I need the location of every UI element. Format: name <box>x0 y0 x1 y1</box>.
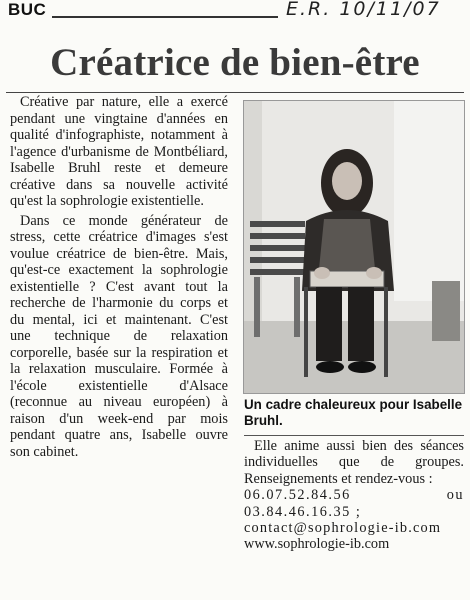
photo-caption: Un cadre chaleureux pour Isabelle Bruhl. <box>244 397 463 428</box>
header-rule <box>52 16 278 18</box>
contact-email: contact@sophrologie-ib.com <box>244 520 442 537</box>
contact-phones <box>244 487 464 503</box>
section-label: BUC <box>8 0 47 19</box>
caption-rule <box>244 435 464 436</box>
handwritten-date-note: E.R. 10/11/07 <box>286 0 441 20</box>
article-body-right-column <box>244 438 464 553</box>
article-photo <box>243 100 465 394</box>
phone-separator: ou <box>446 487 464 504</box>
article-paragraph-1: Créative par nature, elle a exercé pendant une vingtaine d'années en qualité d'infographiste, notamment à l'agence d'urbanisme de Montbéliard, Isabelle Bruhl reste et demeure créative dans sa nouvelle activité qu'est la sophrologie existentielle. <box>10 94 228 209</box>
phone-number-2: 03.84.46.16.35 ; <box>244 503 362 520</box>
article-headline: Créatrice de bien-être <box>50 41 420 84</box>
header-band <box>0 0 470 20</box>
photo-woman-seated-icon <box>244 101 464 393</box>
headline-rule <box>6 92 464 93</box>
article-body-left-column <box>10 94 228 463</box>
phone-number-1: 06.07.52.84.56 <box>244 487 351 504</box>
article-paragraph-2: Dans ce monde générateur de stress, cette créatrice d'images s'est voulue créatrice de bien-être. Mais, qu'est-ce exactement la sophrologie existentielle ? C'est avant tout la recherche de l'harmonie du corps et du mental, ici et maintenant. C'est une technique de relaxation corporelle, basée sur la respiration et la relaxation musculaire. Formée à l'école existentielle d'Alsace (reconnue au niveau européen) à raison d'un week-end par mois pendant quatre ans, Isabelle ouvre son cabinet. <box>10 212 228 460</box>
contact-intro: Elle anime aussi bien des séances individuelles que de groupes. Renseignements et rendez-vous : <box>244 438 464 487</box>
contact-website: www.sophrologie-ib.com <box>244 536 390 553</box>
